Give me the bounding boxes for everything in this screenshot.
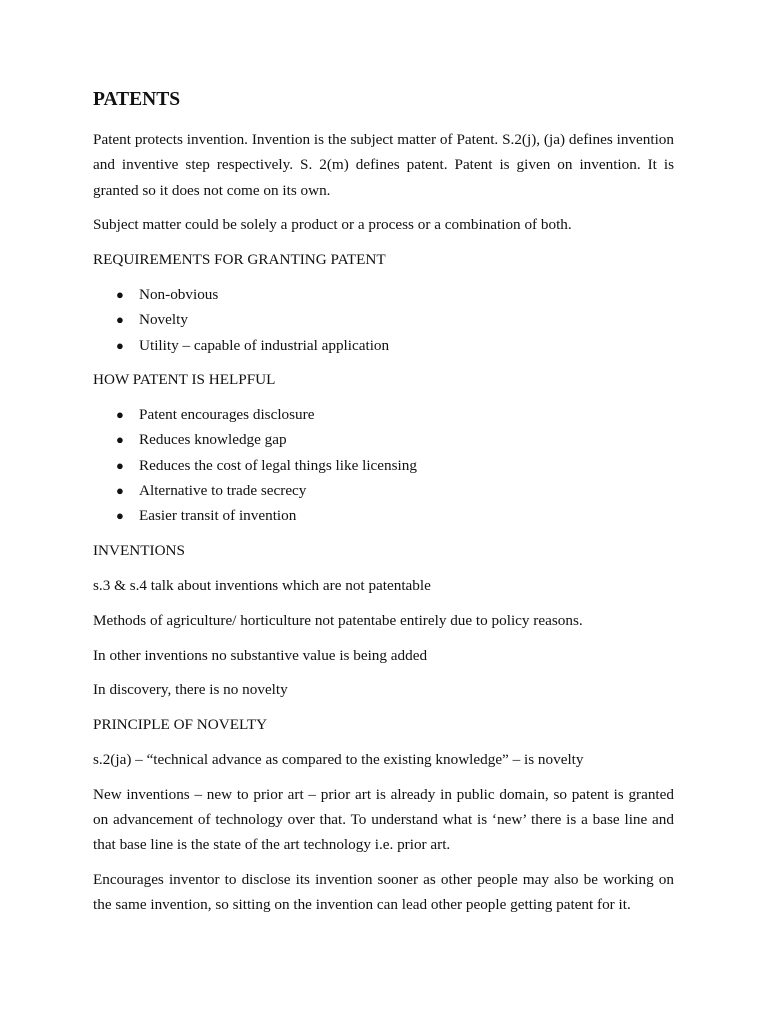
novelty-paragraph: New inventions – new to prior art – prior art is already in public domain, so patent is granted on advancement of technology over that. To understand what is ‘new’ there is a base line and that base line is the state of the art technology i.e. prior art. <box>93 785 674 854</box>
helpful-heading: HOW PATENT IS HELPFUL <box>93 371 276 389</box>
list-item <box>93 333 674 358</box>
list-item-text: Non-obvious <box>139 285 219 303</box>
inventions-line: Methods of agriculture/ horticulture not patentabe entirely due to policy reasons. <box>93 611 583 629</box>
subject-matter-paragraph: Subject matter could be solely a product or a process or a combination of both. <box>93 216 572 234</box>
list-item-text: Reduces the cost of legal things like licensing <box>139 456 417 474</box>
list-item <box>93 427 674 452</box>
page-title: PATENTS <box>93 89 181 110</box>
intro-paragraph: Patent protects invention. Invention is the subject matter of Patent. S.2(j), (ja) defines invention and inventive step respectively. S. 2(m) defines patent. Patent is given on invention. It is granted so it does not come on its own. <box>93 131 674 199</box>
bullet-icon: ● <box>116 286 124 302</box>
bullet-icon: ● <box>116 337 124 353</box>
list-item-text: Easier transit of invention <box>139 507 297 525</box>
document-page <box>93 86 674 927</box>
inventions-line: In discovery, there is no novelty <box>93 681 288 699</box>
bullet-icon: ● <box>116 432 124 448</box>
list-item-text: Novelty <box>139 311 188 329</box>
helpful-list <box>93 402 674 528</box>
list-item <box>93 478 674 503</box>
list-item <box>93 402 674 427</box>
inventions-line: s.3 & s.4 talk about inventions which are not patentable <box>93 576 431 594</box>
novelty-paragraph: Encourages inventor to disclose its invention sooner as other people may also be working on the same invention, so sitting on the invention can lead other people getting patent for it. <box>93 871 674 914</box>
bullet-icon: ● <box>116 483 124 499</box>
list-item-text: Patent encourages disclosure <box>139 406 315 424</box>
list-item <box>93 503 674 528</box>
novelty-heading: PRINCIPLE OF NOVELTY <box>93 716 268 734</box>
bullet-icon: ● <box>116 312 124 328</box>
list-item-text: Utility – capable of industrial application <box>139 336 390 354</box>
requirements-list <box>93 282 674 358</box>
bullet-icon: ● <box>116 508 124 524</box>
list-item <box>93 307 674 332</box>
bullet-icon: ● <box>116 407 124 423</box>
list-item <box>93 282 674 307</box>
list-item <box>93 453 674 478</box>
bullet-icon: ● <box>116 457 124 473</box>
list-item-text: Reduces knowledge gap <box>139 431 287 449</box>
novelty-definition: s.2(ja) – “technical advance as compared to the existing knowledge” – is novelty <box>93 750 584 768</box>
list-item-text: Alternative to trade secrecy <box>139 482 307 500</box>
requirements-heading: REQUIREMENTS FOR GRANTING PATENT <box>93 251 386 269</box>
inventions-heading: INVENTIONS <box>93 542 185 560</box>
inventions-line: In other inventions no substantive value is being added <box>93 646 428 664</box>
